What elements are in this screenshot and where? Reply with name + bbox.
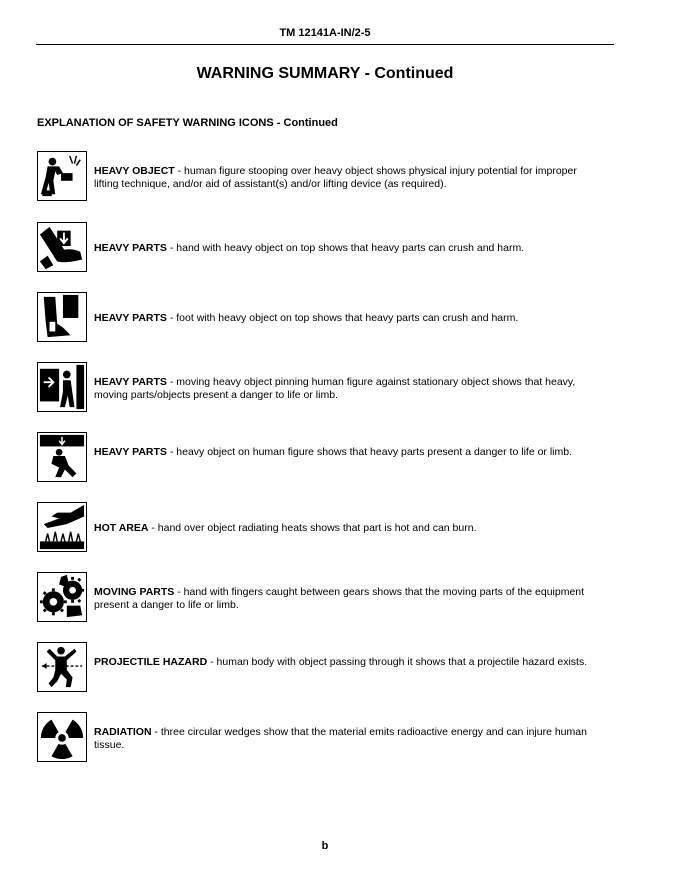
warning-description bbox=[94, 376, 599, 402]
warning-term: HEAVY PARTS bbox=[94, 312, 167, 324]
section-heading bbox=[37, 117, 338, 129]
warning-description bbox=[94, 242, 599, 255]
page-number: b bbox=[321, 840, 329, 852]
heavy-parts-pinning-icon bbox=[37, 362, 87, 412]
warning-description bbox=[94, 522, 599, 535]
heavy-parts-hand-icon bbox=[37, 222, 87, 272]
warning-term: MOVING PARTS bbox=[94, 586, 175, 598]
heavy-parts-foot-icon bbox=[37, 292, 87, 342]
warning-term: HEAVY PARTS bbox=[94, 242, 167, 254]
warning-text: - human figure stooping over heavy object shows physical injury potential for improper lifting technique, and/or aid of assistant(s) and/or lifting device (as required). bbox=[94, 165, 577, 190]
warning-description bbox=[94, 446, 599, 459]
warning-description bbox=[94, 656, 599, 669]
hot-area-icon bbox=[37, 502, 87, 552]
warning-text: - human body with object passing through it shows that a projectile hazard exists. bbox=[207, 656, 588, 668]
warning-entry-heavy-parts-foot bbox=[37, 292, 607, 344]
warning-text: - foot with heavy object on top shows that heavy parts can crush and harm. bbox=[166, 312, 519, 324]
warning-entry-radiation bbox=[37, 712, 607, 764]
warning-entry-projectile-hazard bbox=[37, 642, 607, 694]
warning-text: - hand with fingers caught between gears shows that the moving parts of the equipment present a danger to life or limb. bbox=[94, 586, 585, 611]
warning-text: - three circular wedges show that the material emits radioactive energy and can injure human tissue. bbox=[94, 726, 587, 751]
warning-text: - hand with heavy object on top shows that heavy parts can crush and harm. bbox=[166, 242, 525, 254]
warning-entry-hot-area bbox=[37, 502, 607, 554]
warning-description bbox=[94, 312, 599, 325]
warning-entry-heavy-parts-falling bbox=[37, 432, 607, 484]
warning-entry-heavy-parts-pinning bbox=[37, 362, 607, 414]
document-id: TM 12141A-IN/2-5 bbox=[279, 27, 371, 39]
warning-description bbox=[94, 726, 599, 752]
radiation-icon bbox=[37, 712, 87, 762]
heavy-object-icon bbox=[37, 151, 87, 201]
moving-parts-icon bbox=[37, 572, 87, 622]
warning-entry-heavy-object bbox=[37, 151, 607, 203]
warning-term: HEAVY PARTS bbox=[94, 446, 167, 458]
projectile-hazard-icon bbox=[37, 642, 87, 692]
warning-text: - hand over object radiating heats shows that part is hot and can burn. bbox=[148, 522, 477, 534]
warning-description bbox=[94, 165, 599, 191]
section-heading-text: EXPLANATION OF SAFETY WARNING ICONS bbox=[37, 117, 274, 129]
warning-term: PROJECTILE HAZARD bbox=[94, 656, 208, 668]
warning-description bbox=[94, 586, 599, 612]
section-heading-suffix: - Continued bbox=[273, 117, 338, 129]
warning-term: RADIATION bbox=[94, 726, 152, 738]
heavy-parts-falling-icon bbox=[37, 432, 87, 482]
warning-text: - heavy object on human figure shows that heavy parts present a danger to life or limb. bbox=[166, 446, 572, 458]
warning-entry-moving-parts bbox=[37, 572, 607, 624]
header-rule bbox=[36, 44, 614, 45]
warning-entry-heavy-parts-hand bbox=[37, 222, 607, 274]
page-title: WARNING SUMMARY - Continued bbox=[196, 65, 454, 82]
warning-text: - moving heavy object pinning human figure against stationary object shows that heavy, moving parts/objects present a danger to life or limb. bbox=[94, 376, 576, 401]
warning-term: HEAVY OBJECT bbox=[94, 165, 175, 177]
warning-term: HOT AREA bbox=[94, 522, 149, 534]
warning-term: HEAVY PARTS bbox=[94, 376, 167, 388]
